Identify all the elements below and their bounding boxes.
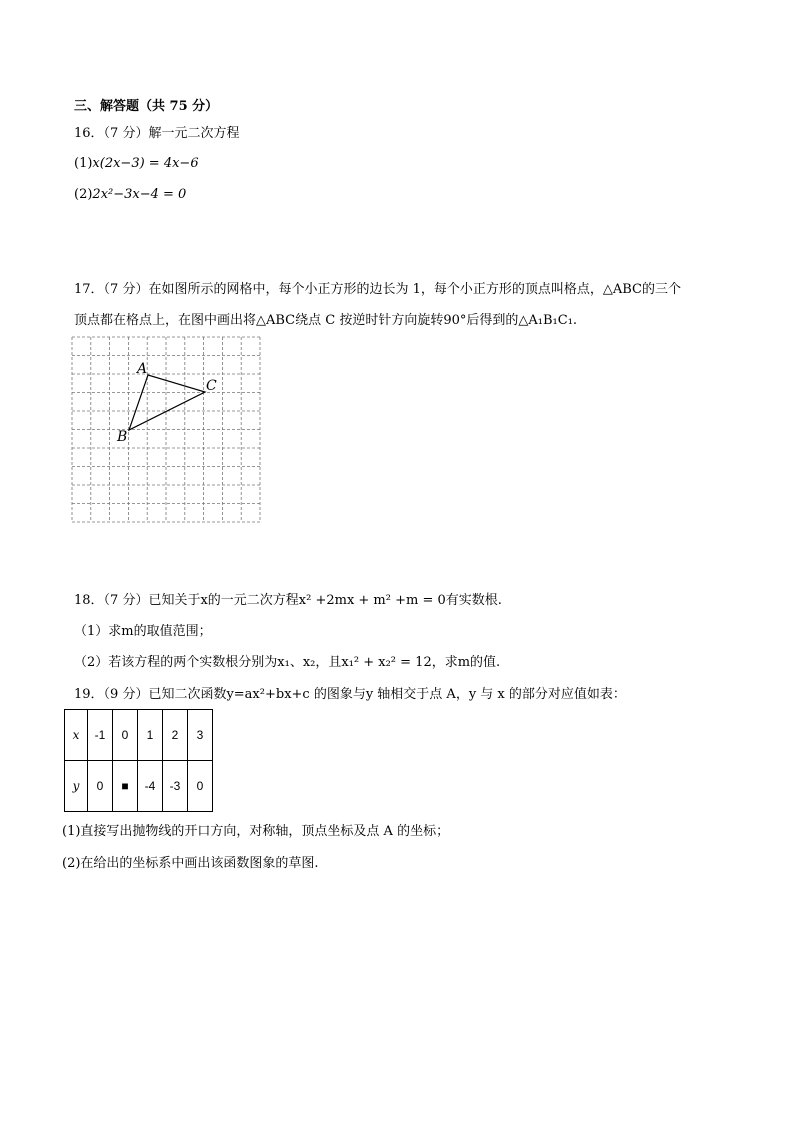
q19-line1: 19．（9 分）已知二次函数y=ax²+bx+c 的图象与y 轴相交于点 A，y 与 x 的部分对应值如表： bbox=[74, 687, 626, 702]
point-label-a: A bbox=[137, 361, 148, 377]
q17-line1: 17．（7 分）在如图所示的网格中，每个小正方形的边长为 1，每个小正方形的顶点叫格点，△ABC的三个 bbox=[74, 282, 681, 297]
q18-line1: 18．（7 分）已知关于x的一元二次方程x² +2mx + m² +m = 0有实数根. bbox=[74, 593, 502, 608]
q16-part2-label: (2) bbox=[74, 187, 93, 202]
table-cell: ■ bbox=[113, 761, 138, 812]
table-cell: 1 bbox=[138, 710, 163, 761]
q18-part2: （2）若该方程的两个实数根分别为x₁、x₂，且x₁² + x₂² = 12，求m的值. bbox=[74, 655, 501, 670]
table-cell: y bbox=[65, 761, 88, 812]
q16-part2 bbox=[74, 186, 186, 204]
point-label-c: C bbox=[206, 378, 217, 394]
table-cell: -4 bbox=[138, 761, 163, 812]
value-table bbox=[64, 709, 213, 812]
table-cell: 0 bbox=[188, 761, 213, 812]
table-cell: 0 bbox=[88, 761, 113, 812]
point-label-b: B bbox=[117, 429, 128, 445]
section-title: 三、解答题（共 75 分） bbox=[74, 99, 219, 114]
q19-part1: (1)直接写出抛物线的开口方向，对称轴，顶点坐标及点 A 的坐标； bbox=[62, 824, 450, 839]
q16-header: 16．（7 分）解一元二次方程 bbox=[74, 126, 240, 141]
table-cell: 3 bbox=[188, 710, 213, 761]
q16-part1-expr: x(2x−3) = 4x−6 bbox=[92, 156, 199, 171]
grid-lines bbox=[72, 337, 260, 522]
table-cell: -1 bbox=[88, 710, 113, 761]
table-cell: -3 bbox=[163, 761, 188, 812]
q17-grid-figure bbox=[71, 336, 263, 524]
q16-part2-expr: 2x²−3x−4 = 0 bbox=[92, 187, 187, 202]
table-cell: 2 bbox=[163, 710, 188, 761]
q17-line2: 顶点都在格点上，在图中画出将△ABC绕点 C 按逆时针方向旋转90°后得到的△A₁B₁C₁. bbox=[74, 313, 578, 328]
table-cell: 0 bbox=[113, 710, 138, 761]
q19-part2: (2)在给出的坐标系中画出该函数图象的草图. bbox=[62, 856, 319, 871]
triangle-abc bbox=[129, 375, 205, 430]
q16-part1-label: (1) bbox=[74, 156, 93, 171]
table-row-y bbox=[65, 761, 213, 812]
q18-part1: （1）求m的取值范围； bbox=[74, 624, 212, 639]
table-row-x bbox=[65, 710, 213, 761]
q16-part1 bbox=[74, 155, 199, 173]
table-cell: x bbox=[65, 710, 88, 761]
